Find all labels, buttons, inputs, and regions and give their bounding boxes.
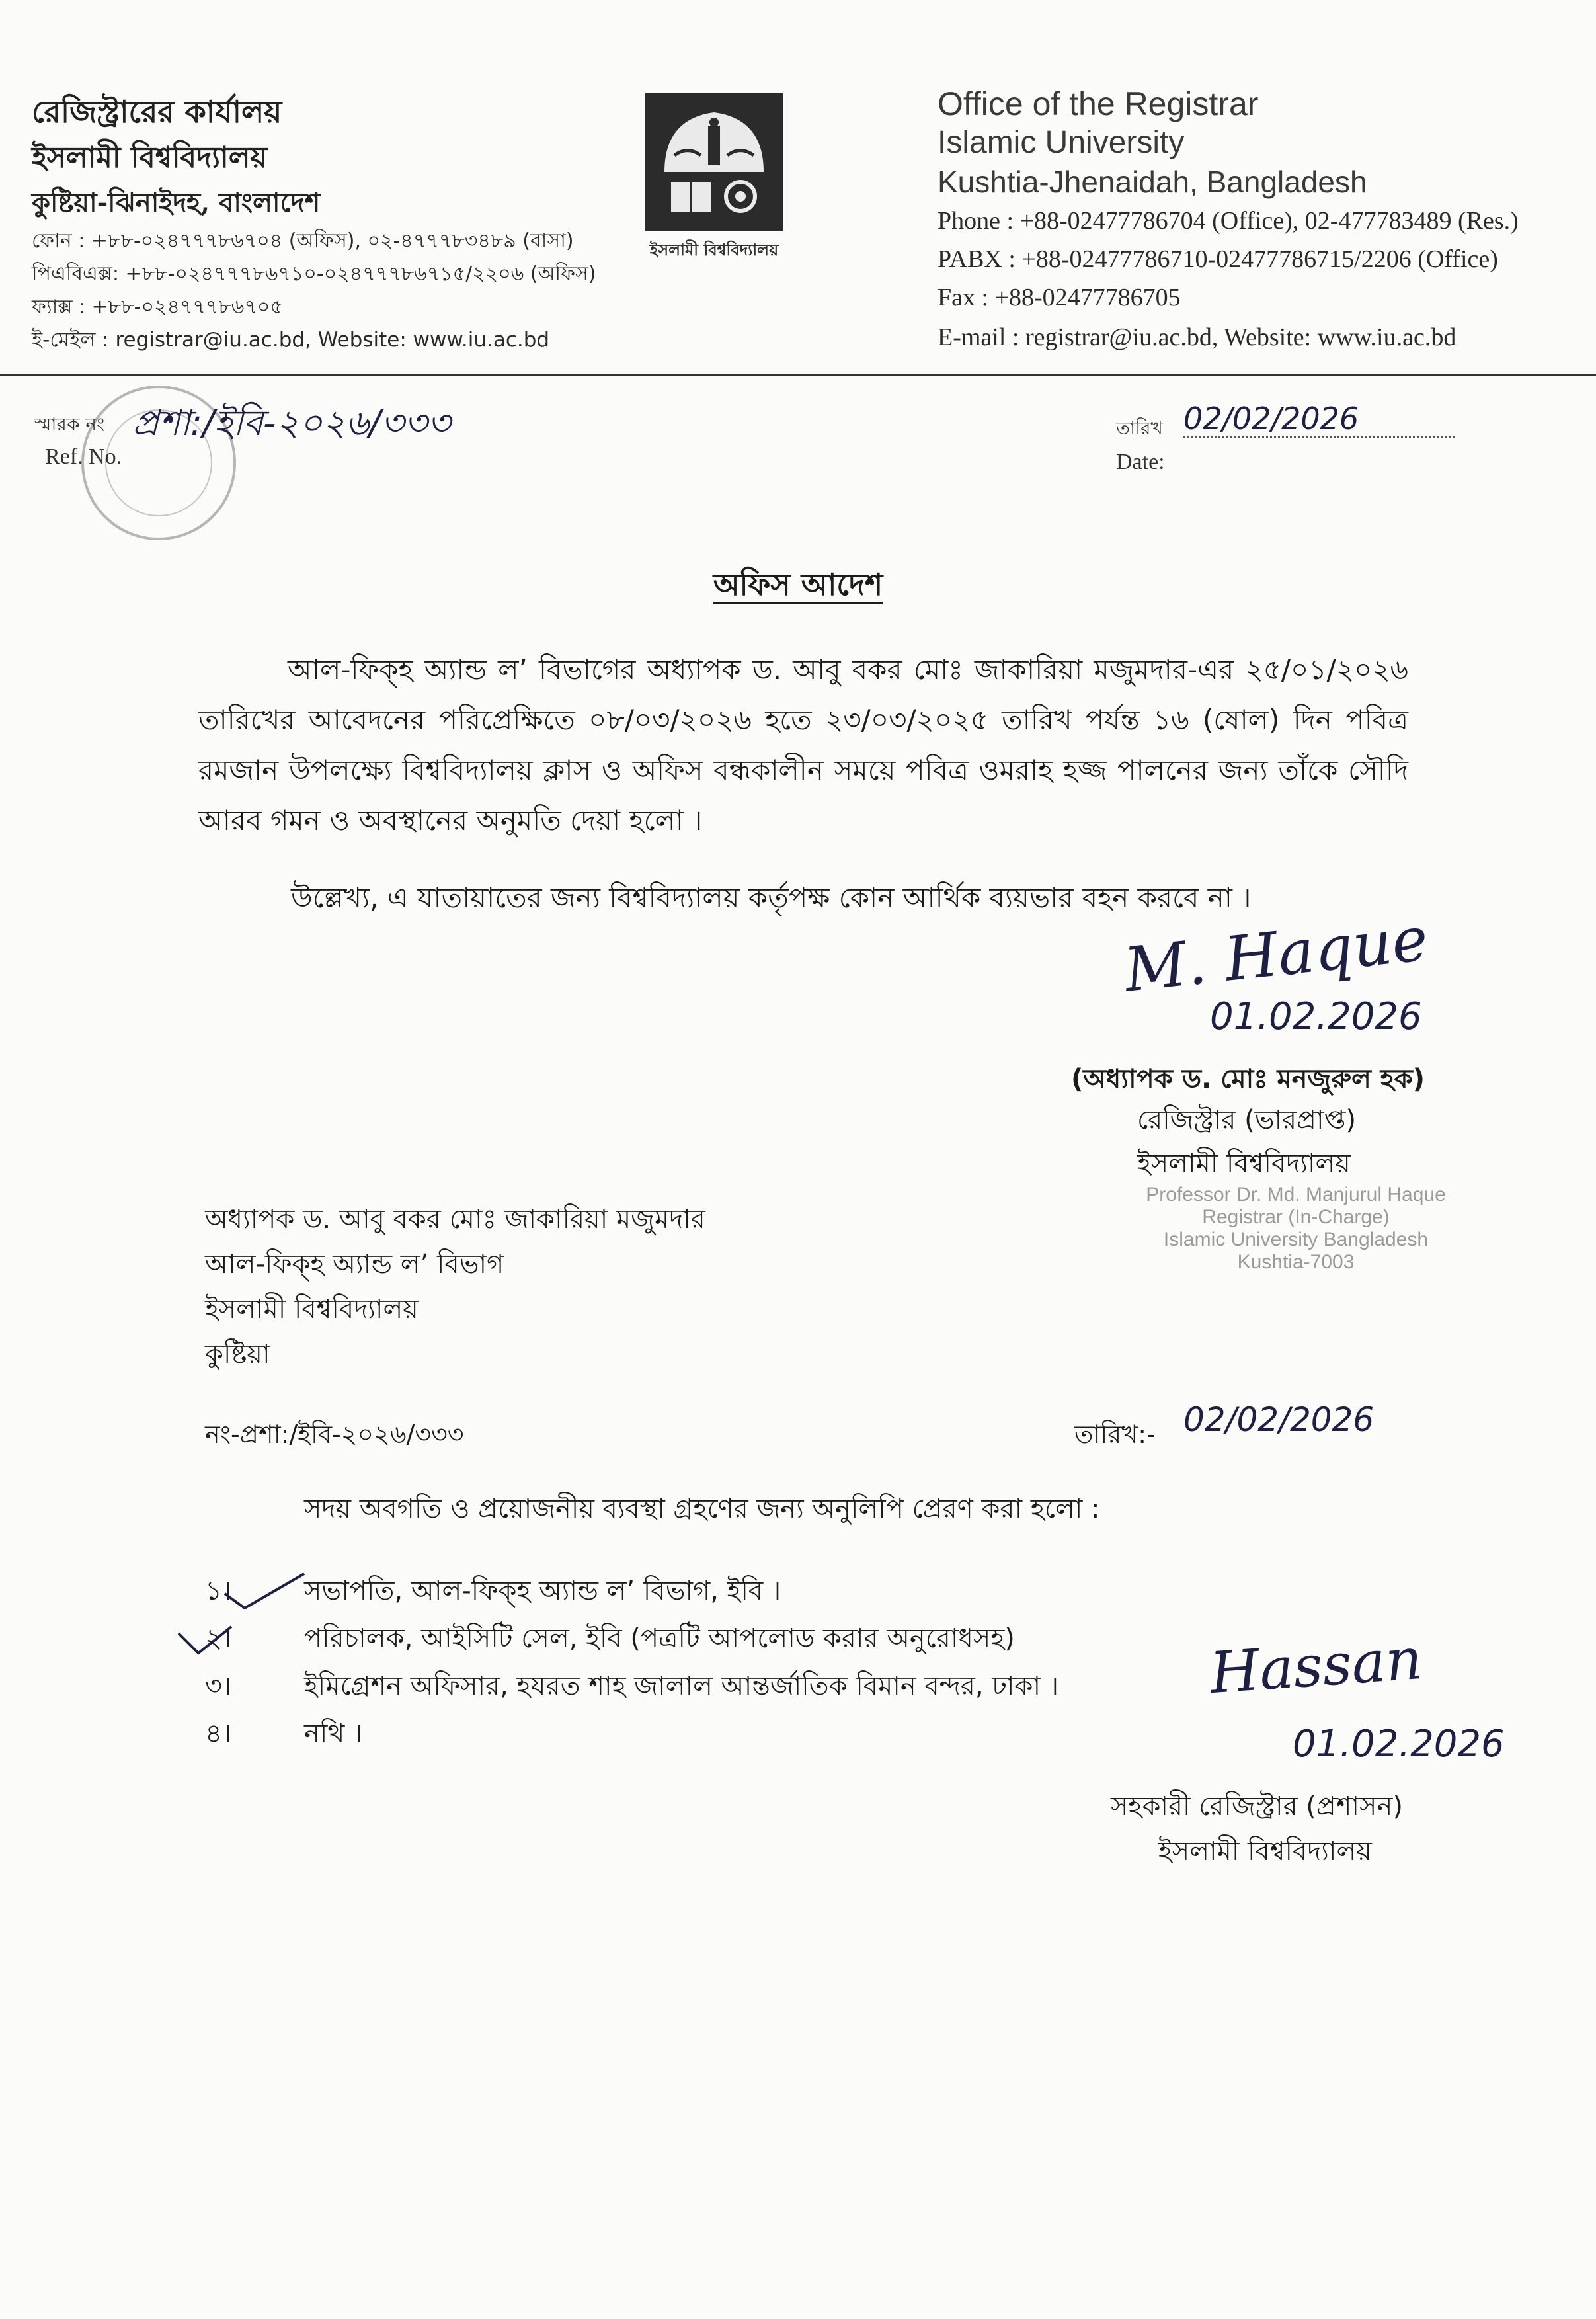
bn-phone: ফোন : +৮৮-০২৪৭৭৭৮৬৭০৪ (অফিস), ০২-৪৭৭৭৮৩৪৮৯ (বাসা)	[32, 229, 574, 253]
registrar-designation: রেজিস্ট্রার (ভারপ্রাপ্ত)	[1137, 1105, 1357, 1135]
registrar-name: (অধ্যাপক ড. মোঃ মনজুরুল হক)	[1071, 1064, 1425, 1094]
note-paragraph: উল্লেখ্য, এ যাতায়াতের জন্য বিশ্ববিদ্যালয় কর্তৃপক্ষ কোন আর্থিক ব্যয়ভার বহন করবে না ।	[291, 881, 1252, 914]
assistant-designation: সহকারী রেজিস্ট্রার (প্রশাসন)	[1111, 1791, 1403, 1822]
en-email: E-mail : registrar@iu.ac.bd, Website: www.iu.ac.bd	[938, 323, 1456, 351]
date-label-en: Date:	[1116, 450, 1165, 474]
bn-office-title: রেজিস্ট্রারের কার্যালয়	[32, 94, 282, 130]
bn-university-name: ইসলামী বিশ্ববিদ্যালয়	[32, 141, 268, 175]
title-wrap	[0, 562, 1596, 612]
list-number: ৩।	[205, 1671, 232, 1701]
date-label-bn: তারিখ	[1116, 417, 1163, 439]
copy-list	[205, 1567, 1058, 1758]
registrar-stamp	[1124, 1184, 1468, 1274]
stamp-line: Registrar (In-Charge)	[1202, 1206, 1390, 1228]
ref-label-bn: স্মারক নং	[34, 413, 105, 435]
copy-intro: সদয় অবগতি ও প্রয়োজনীয় ব্যবস্থা গ্রহণের জন্য অনুলিপি প্রেরণ করা হলো :	[304, 1494, 1100, 1524]
bn-pabx: পিএবিএক্স: +৮৮-০২৪৭৭৭৮৬৭১০-০২৪৭৭৭৮৬৭১৫/২২০৬ (অফিস)	[32, 263, 596, 286]
bn-email: ই-মেইল : registrar@iu.ac.bd, Website: www.iu.ac.bd	[32, 328, 550, 352]
stamp-line: Islamic University Bangladesh	[1163, 1229, 1429, 1250]
ref-number: প্রশা:/ইবি-২০২৬/৩৩৩	[132, 402, 451, 444]
recipient-line: আল-ফিক্‌হ অ্যান্ড ল’ বিভাগ	[205, 1249, 504, 1280]
copy-date-label: তারিখ:-	[1074, 1420, 1156, 1449]
registrar-signature: M. Haque	[1121, 903, 1431, 1006]
assistant-institution: ইসলামী বিশ্ববিদ্যালয়	[1158, 1836, 1372, 1867]
en-university-name: Islamic University	[938, 125, 1185, 160]
list-text: নথি ।	[304, 1719, 363, 1749]
recipient-line: কুষ্টিয়া	[205, 1339, 270, 1369]
recipient-line: ইসলামী বিশ্ববিদ্যালয়	[205, 1294, 419, 1324]
recipient-line: অধ্যাপক ড. আবু বকর মোঃ জাকারিয়া মজুমদার	[205, 1204, 705, 1235]
list-text: ইমিগ্রেশন অফিসার, হযরত শাহ জালাল আন্তর্জাতিক বিমান বন্দর, ঢাকা ।	[304, 1671, 1059, 1701]
en-fax: Fax : +88-02477786705	[938, 284, 1181, 311]
list-item	[205, 1710, 1058, 1758]
assistant-signature: Hassan	[1207, 1625, 1425, 1707]
university-logo	[645, 93, 783, 231]
en-phone: Phone : +88-02477786704 (Office), 02-477783489 (Res.)	[938, 207, 1519, 235]
stamp-line: Kushtia-7003	[1237, 1251, 1355, 1273]
list-item	[205, 1615, 1058, 1662]
ref-date: 02/02/2026	[1183, 401, 1455, 438]
list-number: ৪।	[205, 1719, 232, 1749]
assistant-sign-date: 01.02.2026	[1293, 1723, 1505, 1766]
en-office-title: Office of the Registrar	[938, 85, 1259, 122]
logo-caption: ইসলামী বিশ্ববিদ্যালয়	[649, 241, 779, 259]
registrar-sign-date: 01.02.2026	[1210, 995, 1422, 1038]
recipient-address	[205, 1197, 705, 1377]
list-item	[205, 1567, 1058, 1615]
en-pabx: PABX : +88-02477786710-02477786715/2206 (Office)	[938, 245, 1498, 273]
ref-underline	[793, 509, 820, 522]
order-paragraph: আল-ফিক্‌হ অ্যান্ড ল’ বিভাগের অধ্যাপক ড. আবু বকর মোঃ জাকারিয়া মজুমদার-এর ২৫/০১/২০২৬ তারিখের আবেদনের পরিপ্রেক্ষিতে ০৮/০৩/২০২৬ হতে ২৩/০৩/২০২৫ তারিখ পর্যন্ত ১৬ (ষোল) দিন পবিত্র রমজান উপলক্ষ্যে বিশ্ববিদ্যালয় ক্লাস ও অফিস বন্ধকালীন সময়ে পবিত্র ওমরাহ হজ্জ পালনের জন্য তাঁকে সৌদি আরব গমন ও অবস্থানের অনুমতি দেয়া হলো ।	[198, 653, 1408, 836]
copy-date: 02/02/2026	[1183, 1401, 1375, 1439]
list-item	[205, 1662, 1058, 1710]
document-title: অফিস আদেশ	[713, 567, 883, 602]
stamp-line: Professor Dr. Md. Manjurul Haque	[1146, 1184, 1446, 1205]
tick-marks	[172, 1567, 331, 1680]
list-number: ২।	[205, 1623, 232, 1654]
bn-location: কুষ্টিয়া-ঝিনাইদহ, বাংলাদেশ	[32, 187, 321, 218]
list-number: ১।	[205, 1576, 232, 1606]
en-location: Kushtia-Jhenaidah, Bangladesh	[938, 165, 1367, 199]
list-text: পরিচালক, আইসিটি সেল, ইবি (পত্রটি আপলোড করার অনুরোধসহ)	[304, 1623, 1015, 1654]
registrar-institution: ইসলামী বিশ্ববিদ্যালয়	[1137, 1149, 1351, 1179]
bn-fax: ফ্যাক্স : +৮৮-০২৪৭৭৭৮৬৭০৫	[32, 296, 283, 319]
ref-label-en: Ref. No.	[45, 444, 122, 469]
list-text: সভাপতি, আল-ফিক্‌হ অ্যান্ড ল’ বিভাগ, ইবি ।	[304, 1576, 781, 1606]
memo-number: নং-প্রশা:/ইবি-২০২৬/৩৩৩	[205, 1420, 464, 1449]
